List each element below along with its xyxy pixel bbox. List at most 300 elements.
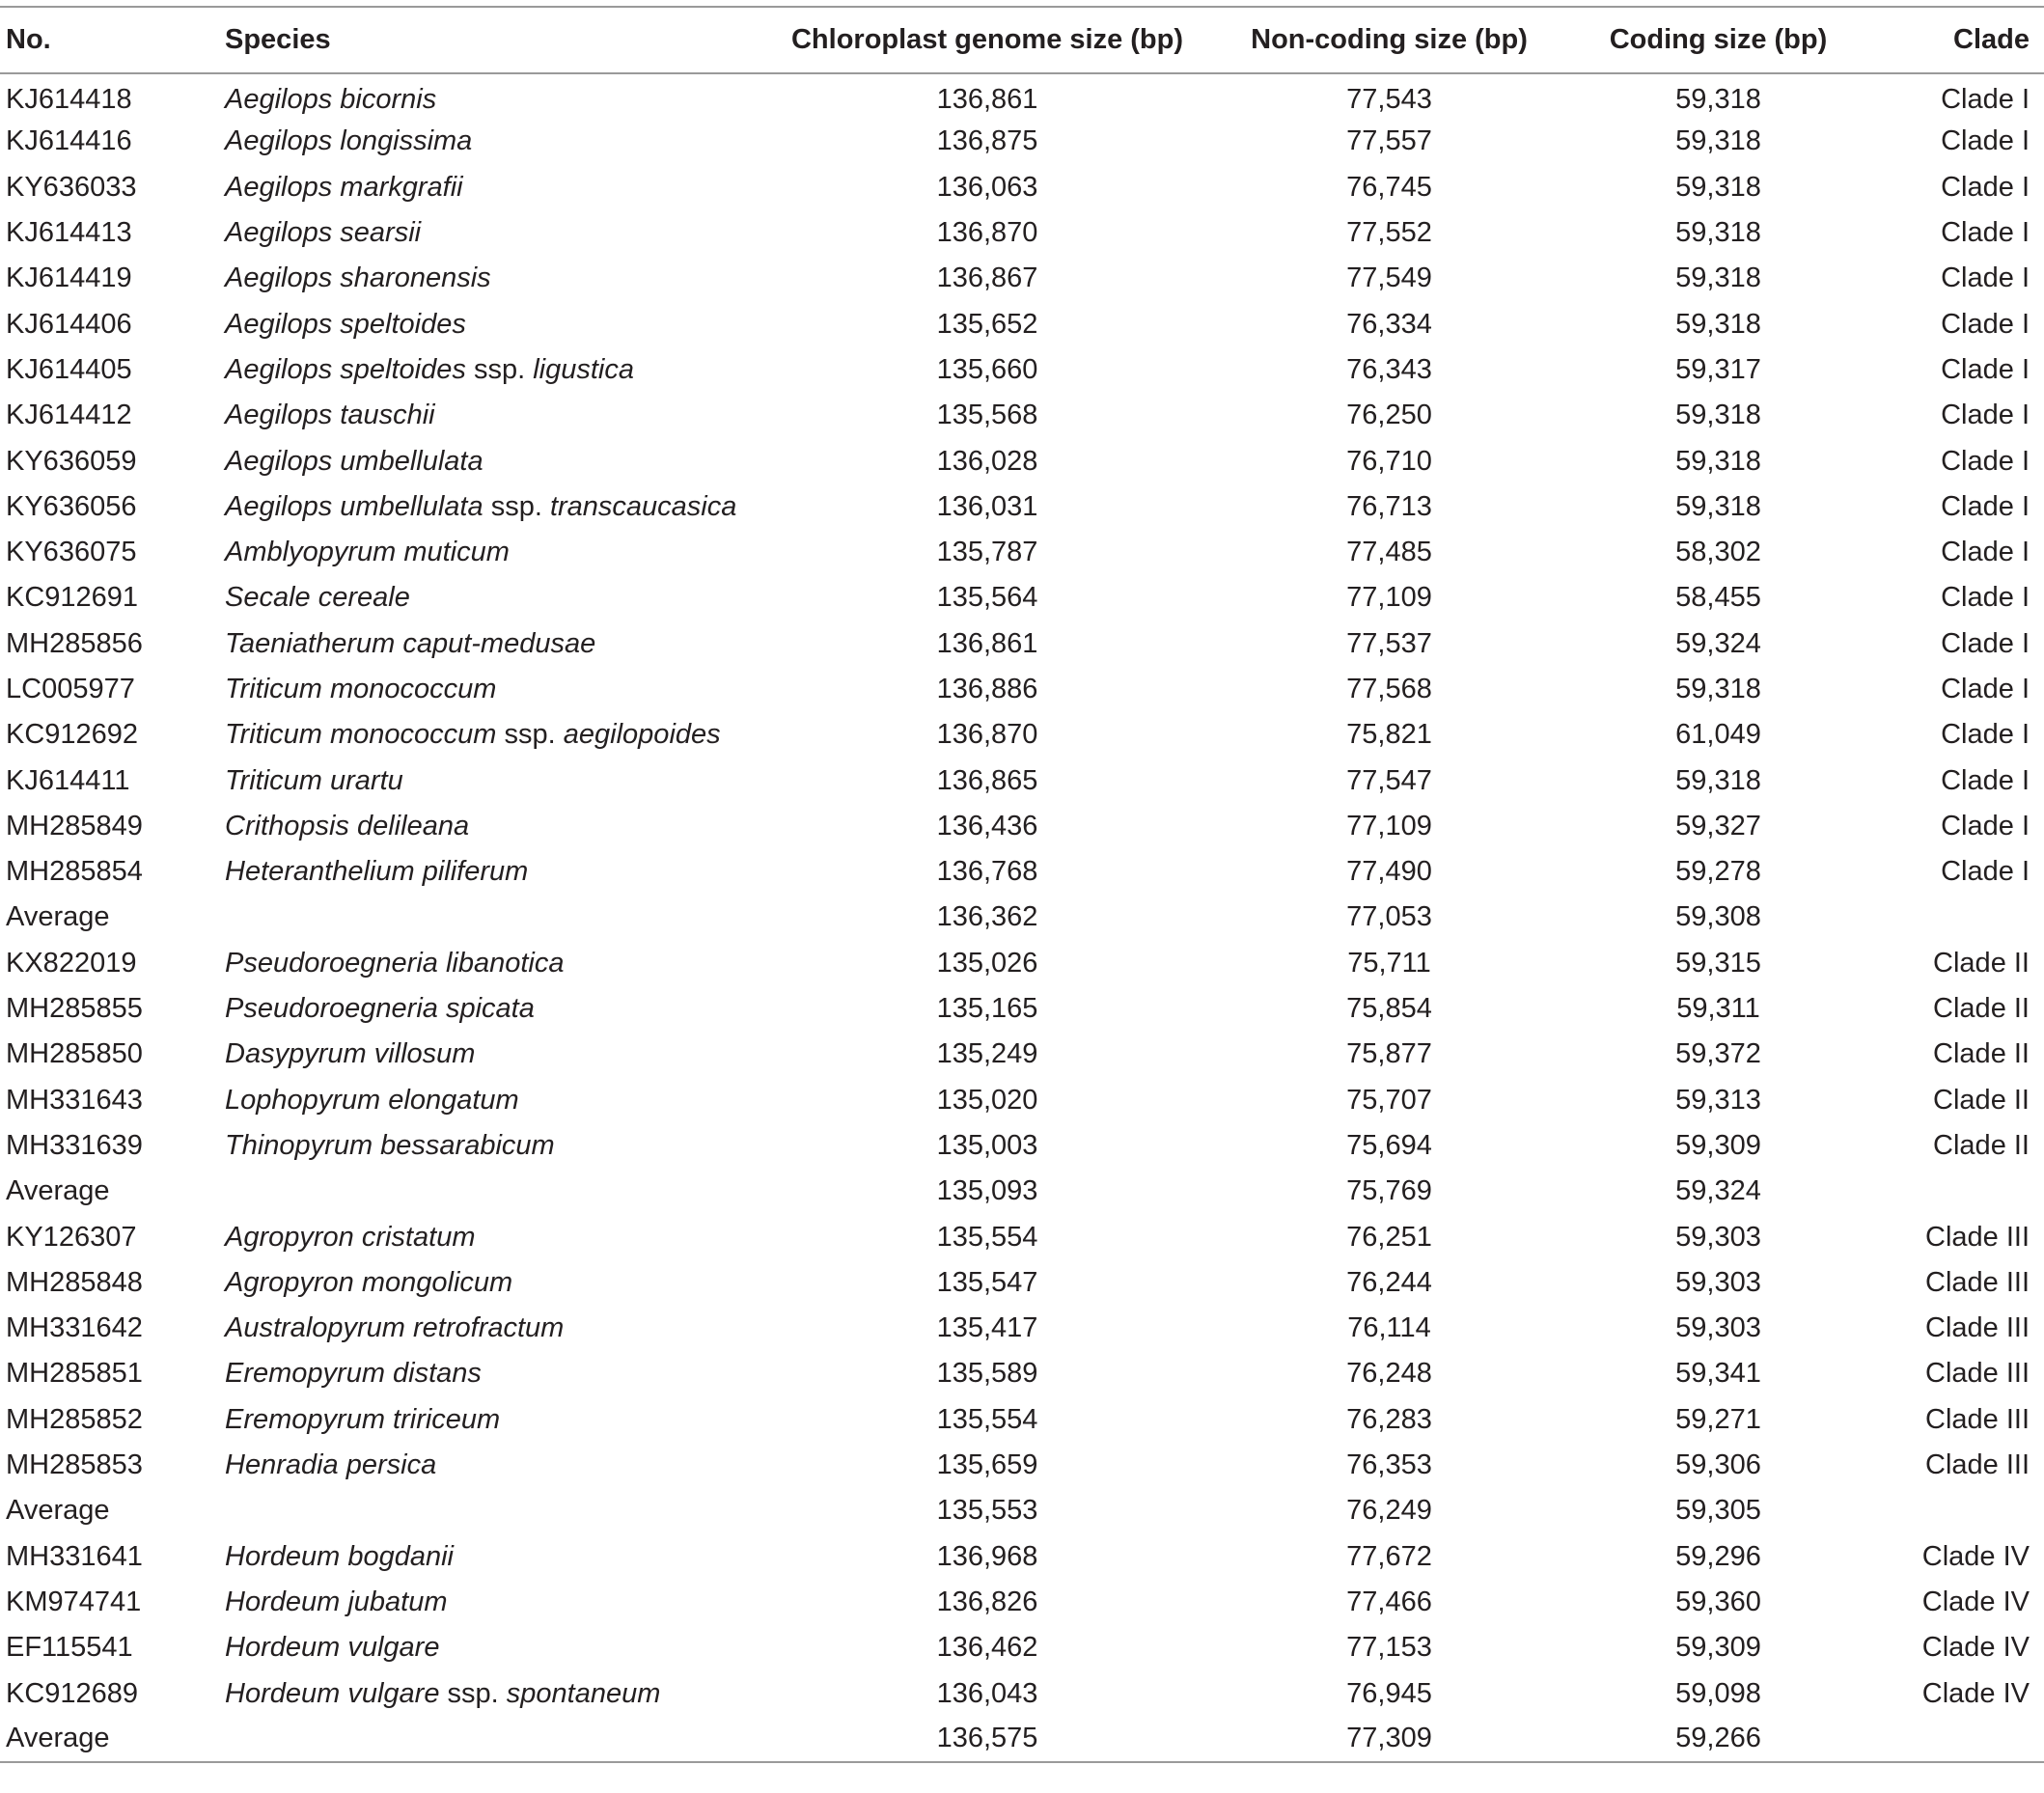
table-row — [0, 1397, 2044, 1443]
cell-accession-no: KJ614411 — [6, 764, 130, 796]
species-rank: ssp. — [473, 353, 526, 385]
cell-coding-size: 59,324 — [1675, 1175, 1761, 1207]
cell-coding-size: 59,318 — [1675, 764, 1761, 796]
species-name: Aegilops speltoides — [225, 308, 466, 340]
cell-species — [225, 165, 750, 210]
cell-non-coding-size: 75,769 — [1346, 1175, 1432, 1207]
species-infraspecific-name: transcaucasica — [549, 490, 737, 522]
cell-non-coding-size: 77,672 — [1346, 1540, 1432, 1572]
average-row — [0, 1169, 2044, 1214]
cell-clade: Clade I — [1941, 674, 2030, 704]
cell-non-coding-size: 77,568 — [1346, 674, 1432, 704]
cell-clade: Clade I — [1941, 582, 2030, 614]
cell-clade — [1883, 1717, 2044, 1762]
table-row — [0, 621, 2044, 667]
cell-non-coding-size: 76,343 — [1346, 353, 1432, 385]
species-infraspecific-name: aegilopoides — [563, 719, 721, 751]
cell-chloroplast-genome-size: 136,875 — [936, 125, 1038, 157]
table-row — [0, 1534, 2044, 1580]
cell-chloroplast-genome-size: 136,031 — [936, 490, 1038, 522]
species-name: Thinopyrum bessarabicum — [225, 1129, 555, 1161]
table-row — [0, 256, 2044, 301]
cell-non-coding-size: 77,053 — [1346, 901, 1432, 933]
species-rank: ssp. — [504, 719, 556, 751]
cell-coding-size: 59,296 — [1675, 1540, 1761, 1572]
cell-species — [225, 1717, 750, 1762]
cell-accession-no: KC912691 — [6, 582, 139, 614]
cell-coding-size: 59,278 — [1675, 856, 1761, 888]
cell-species — [225, 1351, 750, 1396]
cell-clade: Clade I — [1941, 400, 2030, 431]
cell-accession-no: KY636033 — [6, 171, 137, 203]
species-name: Agropyron cristatum — [225, 1221, 476, 1253]
cell-species — [225, 667, 750, 712]
cell-coding-size: 59,303 — [1675, 1312, 1761, 1344]
cell-coding-size: 59,341 — [1675, 1358, 1761, 1390]
genome-size-table — [0, 6, 2044, 1763]
cell-coding-size: 59,318 — [1675, 674, 1761, 704]
cell-clade: Clade IV — [1921, 1586, 2030, 1617]
cell-coding-size: 59,318 — [1675, 400, 1761, 431]
cell-accession-no: LC005977 — [6, 674, 135, 704]
cell-coding-size: 59,318 — [1675, 125, 1761, 157]
species-name: Agropyron mongolicum — [225, 1266, 513, 1298]
species-name: Crithopsis delileana — [225, 810, 470, 841]
cell-accession-no: EF115541 — [6, 1632, 133, 1664]
species-name: Aegilops markgrafii — [225, 171, 463, 203]
header-no: No. — [0, 7, 225, 73]
cell-coding-size: 58,302 — [1675, 537, 1761, 568]
table-row — [0, 1032, 2044, 1077]
species-name: Heteranthelium piliferum — [225, 856, 529, 888]
cell-clade: Clade I — [1941, 719, 2030, 751]
species-name: Triticum urartu — [225, 764, 403, 796]
table-row — [0, 210, 2044, 256]
cell-species — [225, 1443, 750, 1488]
cell-clade — [1883, 1169, 2044, 1214]
cell-accession-no: KY636075 — [6, 537, 137, 568]
cell-coding-size: 58,455 — [1675, 582, 1761, 614]
cell-accession-no: KJ614406 — [6, 308, 132, 340]
cell-accession-no: MH331642 — [6, 1312, 143, 1344]
cell-species — [225, 438, 750, 483]
table-row — [0, 1580, 2044, 1625]
header-chloroplast-genome-size: Chloroplast genome size (bp) — [750, 7, 1225, 73]
cell-species — [225, 621, 750, 667]
cell-coding-size: 59,305 — [1675, 1495, 1761, 1527]
cell-non-coding-size: 75,854 — [1346, 993, 1432, 1025]
cell-clade: Clade I — [1941, 627, 2030, 659]
cell-accession-no: MH331641 — [6, 1540, 143, 1572]
cell-clade: Clade I — [1941, 125, 2030, 157]
species-name: Aegilops searsii — [225, 217, 422, 249]
cell-non-coding-size: 77,549 — [1346, 262, 1432, 294]
header-row — [0, 7, 2044, 73]
cell-species — [225, 1260, 750, 1306]
cell-coding-size: 59,324 — [1675, 627, 1761, 659]
species-name: Eremopyrum tririceum — [225, 1403, 501, 1435]
species-infraspecific-name: ligustica — [533, 353, 634, 385]
cell-chloroplast-genome-size: 135,003 — [936, 1129, 1038, 1161]
species-name: Aegilops umbellulata — [225, 445, 483, 477]
cell-clade: Clade I — [1941, 764, 2030, 796]
species-name: Dasypyrum villosum — [225, 1038, 476, 1070]
cell-accession-no: KY636059 — [6, 445, 137, 477]
cell-coding-size: 59,306 — [1675, 1449, 1761, 1481]
cell-coding-size: 59,271 — [1675, 1403, 1761, 1435]
species-rank: ssp. — [490, 490, 542, 522]
header-clade: Clade — [1883, 7, 2044, 73]
cell-species — [225, 575, 750, 621]
cell-clade: Clade III — [1925, 1449, 2030, 1481]
cell-clade: Clade IV — [1921, 1677, 2030, 1709]
species-name: Hordeum bogdanii — [225, 1540, 454, 1572]
cell-clade: Clade I — [1941, 537, 2030, 568]
cell-non-coding-size: 77,537 — [1346, 627, 1432, 659]
cell-non-coding-size: 77,552 — [1346, 217, 1432, 249]
cell-non-coding-size: 77,547 — [1346, 764, 1432, 796]
species-name: Aegilops longissima — [225, 125, 473, 157]
cell-clade: Clade III — [1925, 1221, 2030, 1253]
cell-coding-size: 59,318 — [1675, 262, 1761, 294]
cell-non-coding-size: 76,710 — [1346, 445, 1432, 477]
cell-non-coding-size: 77,543 — [1346, 83, 1432, 115]
cell-accession-no: MH285849 — [6, 810, 143, 841]
cell-non-coding-size: 76,248 — [1346, 1358, 1432, 1390]
cell-species — [225, 1534, 750, 1580]
cell-chloroplast-genome-size: 135,554 — [936, 1403, 1038, 1435]
table-row — [0, 575, 2044, 621]
cell-chloroplast-genome-size: 135,652 — [936, 308, 1038, 340]
cell-accession-no: MH285852 — [6, 1403, 143, 1435]
cell-accession-no: MH285854 — [6, 856, 143, 888]
cell-species — [225, 256, 750, 301]
cell-species — [225, 1123, 750, 1169]
cell-coding-size: 59,303 — [1675, 1221, 1761, 1253]
species-name: Triticum monococcum — [225, 719, 497, 751]
cell-chloroplast-genome-size: 136,028 — [936, 445, 1038, 477]
table-row — [0, 941, 2044, 986]
species-name: Hordeum vulgare — [225, 1677, 440, 1709]
table-row — [0, 73, 2044, 119]
cell-clade: Clade II — [1933, 1129, 2030, 1161]
table-header — [0, 7, 2044, 73]
cell-coding-size: 59,318 — [1675, 445, 1761, 477]
table-row — [0, 1670, 2044, 1716]
cell-accession-no: KX822019 — [6, 947, 137, 979]
cell-coding-size: 59,311 — [1676, 993, 1760, 1025]
cell-chloroplast-genome-size: 135,093 — [936, 1175, 1038, 1207]
header-coding-size: Coding size (bp) — [1554, 7, 1883, 73]
cell-species — [225, 849, 750, 895]
species-name: Hordeum vulgare — [225, 1632, 440, 1664]
cell-chloroplast-genome-size: 135,568 — [936, 400, 1038, 431]
table-row — [0, 301, 2044, 346]
table-row — [0, 1260, 2044, 1306]
cell-species — [225, 986, 750, 1032]
species-name: Pseudoroegneria spicata — [225, 993, 535, 1025]
cell-clade: Clade I — [1941, 856, 2030, 888]
header-species: Species — [225, 7, 750, 73]
cell-species — [225, 804, 750, 849]
cell-non-coding-size: 76,249 — [1346, 1495, 1432, 1527]
table-row — [0, 712, 2044, 758]
cell-coding-size: 61,049 — [1675, 719, 1761, 751]
average-row — [0, 1488, 2044, 1533]
species-name: Aegilops sharonensis — [225, 262, 491, 294]
cell-chloroplast-genome-size: 136,575 — [750, 1717, 1225, 1762]
cell-clade: Clade III — [1925, 1266, 2030, 1298]
cell-non-coding-size: 76,713 — [1346, 490, 1432, 522]
cell-chloroplast-genome-size: 135,547 — [936, 1266, 1038, 1298]
cell-clade: Clade II — [1933, 1038, 2030, 1070]
cell-species — [225, 1488, 750, 1533]
table-row — [0, 986, 2044, 1032]
species-name: Aegilops umbellulata — [225, 490, 483, 522]
cell-coding-size: 59,309 — [1675, 1632, 1761, 1664]
cell-chloroplast-genome-size: 136,768 — [936, 856, 1038, 888]
table-row — [0, 1214, 2044, 1259]
cell-non-coding-size: 76,114 — [1347, 1312, 1431, 1344]
species-name: Amblyopyrum muticum — [225, 537, 510, 568]
cell-coding-size: 59,315 — [1675, 947, 1761, 979]
cell-accession-no: MH331639 — [6, 1129, 143, 1161]
cell-chloroplast-genome-size: 135,249 — [936, 1038, 1038, 1070]
cell-non-coding-size: 76,283 — [1346, 1403, 1432, 1435]
cell-non-coding-size: 77,485 — [1346, 537, 1432, 568]
cell-clade: Clade I — [1941, 353, 2030, 385]
cell-coding-size: 59,308 — [1675, 901, 1761, 933]
species-name: Aegilops speltoides — [225, 353, 466, 385]
cell-species — [225, 1214, 750, 1259]
cell-species — [225, 393, 750, 438]
cell-species — [225, 73, 750, 119]
table-row — [0, 667, 2044, 712]
cell-coding-size: 59,318 — [1675, 171, 1761, 203]
cell-species — [225, 530, 750, 575]
cell-chloroplast-genome-size: 135,787 — [936, 537, 1038, 568]
cell-non-coding-size: 75,821 — [1346, 719, 1432, 751]
cell-species — [225, 301, 750, 346]
cell-clade: Clade I — [1941, 308, 2030, 340]
cell-chloroplast-genome-size: 136,865 — [936, 764, 1038, 796]
cell-chloroplast-genome-size: 135,660 — [936, 353, 1038, 385]
species-name: Lophopyrum elongatum — [225, 1084, 519, 1116]
cell-non-coding-size: 77,466 — [1346, 1586, 1432, 1617]
cell-accession-no: MH285851 — [6, 1358, 143, 1390]
cell-accession-no: MH285855 — [6, 993, 143, 1025]
table-row — [0, 1625, 2044, 1670]
table-row — [0, 119, 2044, 164]
cell-accession-no: MH285853 — [6, 1449, 143, 1481]
cell-coding-size: 59,318 — [1675, 217, 1761, 249]
species-name: Henradia persica — [225, 1449, 437, 1481]
cell-clade: Clade I — [1941, 262, 2030, 294]
cell-non-coding-size: 76,334 — [1346, 308, 1432, 340]
table-row — [0, 530, 2044, 575]
cell-chloroplast-genome-size: 135,564 — [936, 582, 1038, 614]
species-name: Hordeum jubatum — [225, 1586, 448, 1617]
cell-accession-no: MH285850 — [6, 1038, 143, 1070]
cell-coding-size: 59,327 — [1675, 810, 1761, 841]
cell-coding-size: 59,098 — [1675, 1677, 1761, 1709]
cell-accession-no: Average — [6, 1175, 110, 1207]
table-row — [0, 849, 2044, 895]
cell-non-coding-size: 75,707 — [1346, 1084, 1432, 1116]
cell-non-coding-size: 76,251 — [1346, 1221, 1432, 1253]
cell-species — [225, 210, 750, 256]
species-name: Eremopyrum distans — [225, 1358, 482, 1390]
species-name: Aegilops bicornis — [225, 83, 437, 115]
cell-accession-no: Average — [6, 901, 110, 933]
species-name: Taeniatherum caput-medusae — [225, 627, 596, 659]
cell-chloroplast-genome-size: 136,826 — [936, 1586, 1038, 1617]
cell-non-coding-size: 76,745 — [1346, 171, 1432, 203]
cell-chloroplast-genome-size: 135,589 — [936, 1358, 1038, 1390]
cell-accession-no: Average — [6, 1495, 110, 1527]
cell-non-coding-size: 77,490 — [1346, 856, 1432, 888]
cell-accession-no: MH285856 — [6, 627, 143, 659]
cell-coding-size: 59,303 — [1675, 1266, 1761, 1298]
species-infraspecific-name: spontaneum — [506, 1677, 661, 1709]
cell-clade: Clade I — [1941, 83, 2030, 115]
cell-clade: Clade I — [1941, 445, 2030, 477]
table-row — [0, 1123, 2044, 1169]
table-row — [0, 484, 2044, 530]
cell-species — [225, 1306, 750, 1351]
cell-accession-no: KC912692 — [6, 719, 139, 751]
species-name: Triticum monococcum — [225, 674, 497, 704]
cell-non-coding-size: 76,250 — [1346, 400, 1432, 431]
cell-clade: Clade III — [1925, 1358, 2030, 1390]
cell-chloroplast-genome-size: 135,553 — [936, 1495, 1038, 1527]
cell-non-coding-size: 77,109 — [1346, 582, 1432, 614]
table-body — [0, 73, 2044, 1762]
species-name: Australopyrum retrofractum — [225, 1312, 565, 1344]
cell-clade: Clade I — [1941, 217, 2030, 249]
cell-species — [225, 484, 750, 530]
cell-accession-no: KJ614416 — [6, 125, 132, 157]
cell-chloroplast-genome-size: 136,861 — [936, 627, 1038, 659]
cell-clade: Clade III — [1925, 1312, 2030, 1344]
cell-accession-no: KJ614413 — [6, 217, 132, 249]
cell-clade: Clade IV — [1921, 1540, 2030, 1572]
cell-chloroplast-genome-size: 135,026 — [936, 947, 1038, 979]
cell-species — [225, 758, 750, 803]
cell-clade — [1883, 1488, 2044, 1533]
table-row — [0, 1443, 2044, 1488]
cell-accession-no: KY636056 — [6, 490, 137, 522]
cell-non-coding-size: 75,711 — [1347, 947, 1431, 979]
cell-species — [225, 1032, 750, 1077]
species-rank: ssp. — [447, 1677, 499, 1709]
table-row — [0, 758, 2044, 803]
average-row — [0, 1717, 2044, 1762]
average-row — [0, 895, 2044, 940]
cell-chloroplast-genome-size: 135,659 — [936, 1449, 1038, 1481]
table-row — [0, 165, 2044, 210]
cell-non-coding-size: 77,309 — [1225, 1717, 1554, 1762]
species-name: Secale cereale — [225, 582, 410, 614]
cell-clade: Clade I — [1941, 171, 2030, 203]
cell-species — [225, 1580, 750, 1625]
cell-accession-no: KY126307 — [6, 1221, 137, 1253]
table-row — [0, 1078, 2044, 1123]
cell-non-coding-size: 75,694 — [1346, 1129, 1432, 1161]
cell-non-coding-size: 76,945 — [1346, 1677, 1432, 1709]
cell-chloroplast-genome-size: 135,165 — [936, 993, 1038, 1025]
genome-size-table-container — [0, 6, 2044, 1763]
header-non-coding-size: Non-coding size (bp) — [1225, 7, 1554, 73]
cell-species — [225, 1397, 750, 1443]
cell-coding-size: 59,318 — [1675, 490, 1761, 522]
cell-species — [225, 895, 750, 940]
cell-clade: Clade III — [1925, 1403, 2030, 1435]
cell-chloroplast-genome-size: 136,861 — [936, 83, 1038, 115]
cell-coding-size: 59,318 — [1675, 308, 1761, 340]
table-row — [0, 1306, 2044, 1351]
cell-chloroplast-genome-size: 135,554 — [936, 1221, 1038, 1253]
cell-chloroplast-genome-size: 136,968 — [936, 1540, 1038, 1572]
cell-species — [225, 1670, 750, 1716]
cell-species — [225, 1169, 750, 1214]
cell-clade: Clade II — [1933, 993, 2030, 1025]
cell-chloroplast-genome-size: 136,043 — [936, 1677, 1038, 1709]
table-row — [0, 347, 2044, 393]
cell-chloroplast-genome-size: 136,886 — [936, 674, 1038, 704]
cell-clade: Clade II — [1933, 947, 2030, 979]
species-name: Pseudoroegneria libanotica — [225, 947, 565, 979]
cell-accession-no: KJ614418 — [6, 83, 132, 115]
cell-species — [225, 1625, 750, 1670]
cell-accession-no: Average — [0, 1717, 225, 1762]
cell-species — [225, 347, 750, 393]
cell-accession-no: KJ614419 — [6, 262, 132, 294]
cell-species — [225, 712, 750, 758]
cell-chloroplast-genome-size: 136,063 — [936, 171, 1038, 203]
cell-coding-size: 59,266 — [1554, 1717, 1883, 1762]
cell-chloroplast-genome-size: 135,020 — [936, 1084, 1038, 1116]
cell-clade: Clade II — [1933, 1084, 2030, 1116]
cell-clade — [1883, 895, 2044, 940]
cell-accession-no: MH331643 — [6, 1084, 143, 1116]
cell-non-coding-size: 76,244 — [1346, 1266, 1432, 1298]
cell-accession-no: KM974741 — [6, 1586, 142, 1617]
cell-accession-no: KJ614412 — [6, 400, 132, 431]
cell-coding-size: 59,372 — [1675, 1038, 1761, 1070]
cell-chloroplast-genome-size: 136,436 — [936, 810, 1038, 841]
cell-non-coding-size: 77,109 — [1346, 810, 1432, 841]
cell-clade: Clade I — [1941, 810, 2030, 841]
cell-species — [225, 119, 750, 164]
cell-species — [225, 1078, 750, 1123]
cell-chloroplast-genome-size: 136,870 — [936, 217, 1038, 249]
cell-coding-size: 59,309 — [1675, 1129, 1761, 1161]
table-row — [0, 1351, 2044, 1396]
table-row — [0, 393, 2044, 438]
cell-coding-size: 59,360 — [1675, 1586, 1761, 1617]
cell-coding-size: 59,313 — [1675, 1084, 1761, 1116]
cell-coding-size: 59,317 — [1675, 353, 1761, 385]
cell-accession-no: KC912689 — [6, 1677, 139, 1709]
cell-species — [225, 941, 750, 986]
species-name: Aegilops tauschii — [225, 400, 435, 431]
cell-accession-no: MH285848 — [6, 1266, 143, 1298]
cell-non-coding-size: 77,557 — [1346, 125, 1432, 157]
cell-non-coding-size: 77,153 — [1346, 1632, 1432, 1664]
cell-chloroplast-genome-size: 136,870 — [936, 719, 1038, 751]
cell-clade: Clade I — [1941, 490, 2030, 522]
